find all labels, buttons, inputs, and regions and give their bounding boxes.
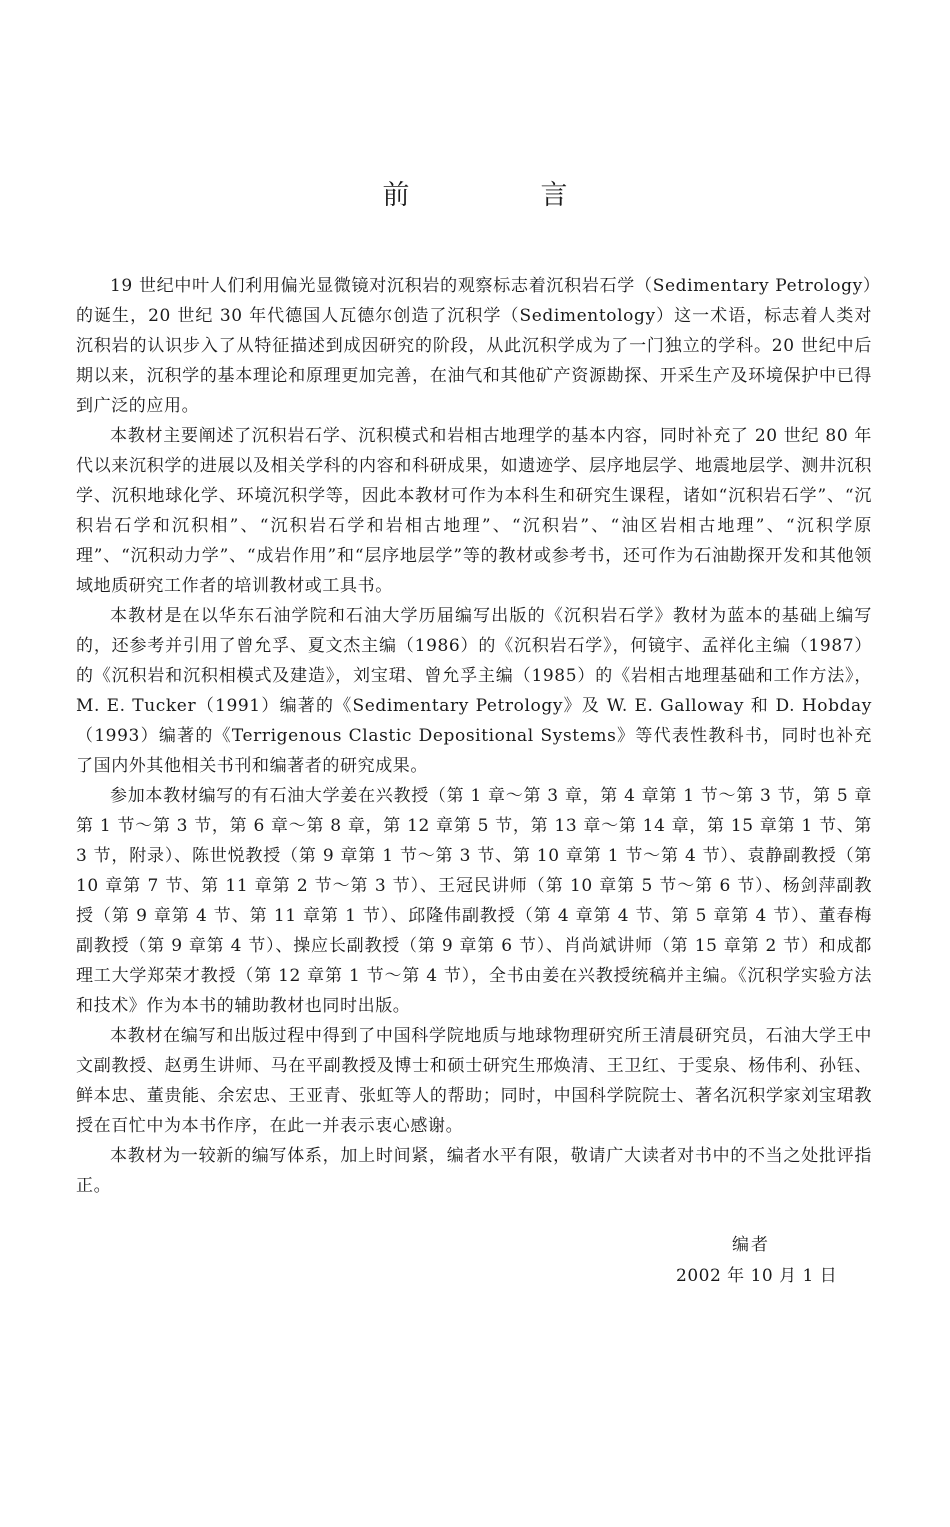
page-title: 前 言	[382, 180, 620, 211]
signature-date: 2002 年 10 月 1 日	[676, 1266, 838, 1286]
paragraph-4: 参加本教材编写的有石油大学姜在兴教授（第 1 章～第 3 章，第 4 章第 1 节～第 3 节，第 5 章第 1 节～第 3 节，第 6 章～第 8 章，第 12 章第 5 节，第 13 章～第 14 章，第 15 章第 1 节、第 3 节，附录）、陈世悦教授（第 9 章第 1 节～第 3 节、第 10 章第 1 节～第 4 节）、袁静副教授（第 10 章第 7 节、第 11 章第 2 节～第 3 节）、王冠民讲师（第 10 章第 5 节～第 6 节）、杨剑萍副教授（第 9 章第 4 节、第 11 章第 1 节）、邱隆伟副教授（第 4 章第 4 节、第 5 章第 4 节）、董春梅副教授（第 9 章第 4 节）、操应长副教授（第 9 章第 6 节）、肖尚斌讲师（第 15 章第 2 节）和成都理工大学郑荣才教授（第 12 章第 1 节～第 4 节），全书由姜在兴教授统稿并主编。《沉积学实验方法和技术》作为本书的辅助教材也同时出版。	[76, 786, 872, 1016]
paragraph-3: 本教材是在以华东石油学院和石油大学历届编写出版的《沉积岩石学》教材为蓝本的基础上编写的，还参考并引用了曾允孚、夏文杰主编（1986）的《沉积岩石学》，何镜宇、孟祥化主编（1987）的《沉积岩和沉积相模式及建造》，刘宝珺、曾允孚主编（1985）的《岩相古地理基础和工作方法》，M. E. Tucker（1991）编著的《Sedimentary Petrology》及 W. E. Galloway 和 D. Hobday（1993）编著的《Terrigenous Clastic Depositional Systems》等代表性教科书，同时也补充了国内外其他相关书刊和编著者的研究成果。	[76, 606, 872, 776]
paragraph-5: 本教材在编写和出版过程中得到了中国科学院地质与地球物理研究所王清晨研究员，石油大学王中文副教授、赵勇生讲师、马在平副教授及博士和硕士研究生邢焕清、王卫红、于雯泉、杨伟利、孙钰、鲜本忠、董贵能、余宏忠、王亚青、张虹等人的帮助；同时，中国科学院院士、著名沉积学家刘宝珺教授在百忙中为本书作序，在此一并表示衷心感谢。	[76, 1026, 872, 1136]
paragraph-1: 19 世纪中叶人们利用偏光显微镜对沉积岩的观察标志着沉积岩石学（Sedimentary Petrology）的诞生，20 世纪 30 年代德国人瓦德尔创造了沉积学（Sedimentology）这一术语，标志着人类对沉积岩的认识步入了从特征描述到成因研究的阶段，从此沉积学成为了一门独立的学科。20 世纪中后期以来，沉积学的基本理论和原理更加完善，在油气和其他矿产资源勘探、开采生产及环境保护中已得到广泛的应用。	[76, 276, 872, 416]
preface-body	[76, 271, 872, 1201]
signature-author: 编者	[732, 1235, 770, 1255]
paragraph-6: 本教材为一较新的编写体系，加上时间紧，编者水平有限，敬请广大读者对书中的不当之处批评指正。	[76, 1146, 872, 1196]
paragraph-2: 本教材主要阐述了沉积岩石学、沉积模式和岩相古地理学的基本内容，同时补充了 20 世纪 80 年代以来沉积学的进展以及相关学科的内容和科研成果，如遗迹学、层序地层学、地震地层学、测井沉积学、沉积地球化学、环境沉积学等，因此本教材可作为本科生和研究生课程，诸如“沉积岩石学”、“沉积岩石学和沉积相”、“沉积岩石学和岩相古地理”、“沉积岩”、“油区岩相古地理”、“沉积学原理”、“沉积动力学”、“成岩作用”和“层序地层学”等的教材或参考书，还可作为石油勘探开发和其他领域地质研究工作者的培训教材或工具书。	[76, 426, 872, 596]
